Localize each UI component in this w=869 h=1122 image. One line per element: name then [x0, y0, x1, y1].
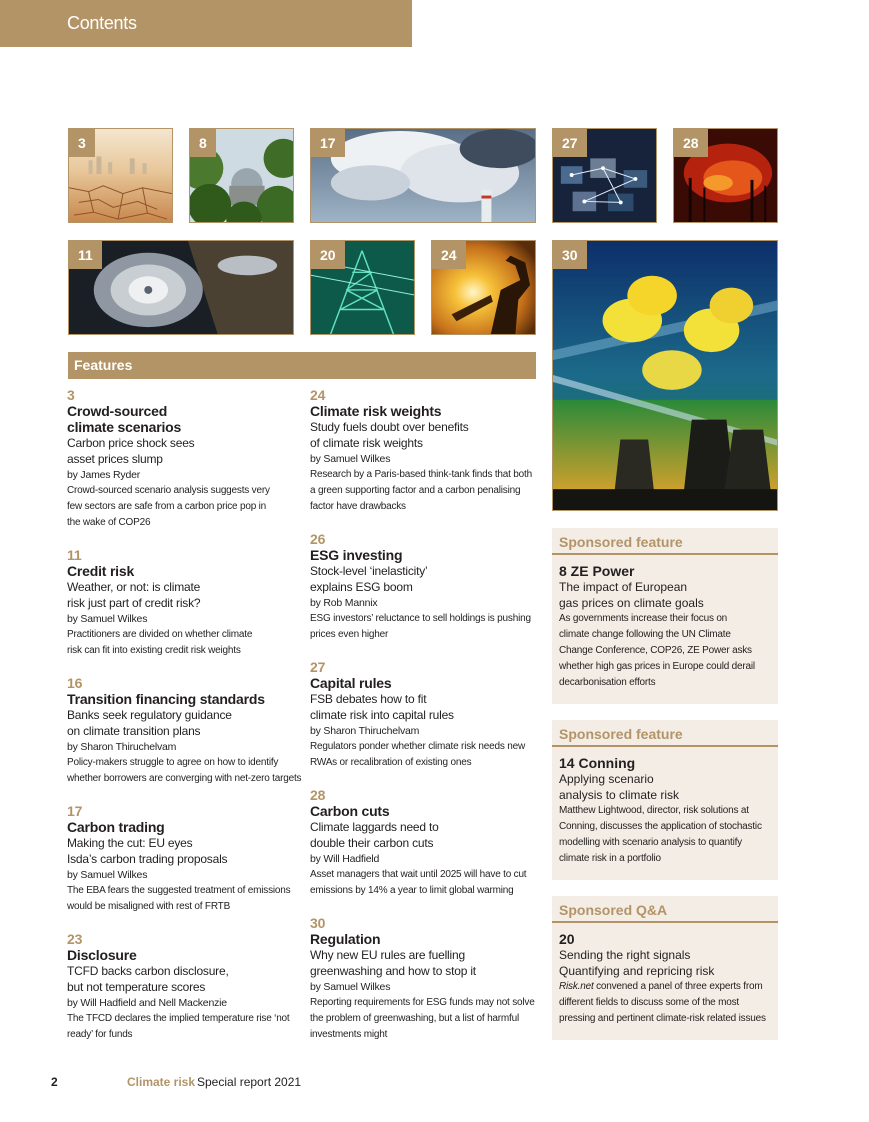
- footer-report: Special report 2021: [197, 1075, 302, 1089]
- thumbnail-17-smokestack[interactable]: [310, 128, 536, 223]
- article-24[interactable]: [310, 387, 545, 515]
- article-page-number: 24: [310, 387, 326, 403]
- sponsored-title[interactable]: 20: [559, 931, 575, 947]
- thumbnail-30-power-plant[interactable]: [552, 240, 778, 511]
- sponsored-label-bar: [552, 720, 778, 747]
- article-page-number: 23: [67, 931, 83, 947]
- article-subtitle: Carbon price shock sees asset prices slump: [67, 436, 195, 466]
- article-subtitle: Why new EU rules are fuelling greenwashing and how to stop it: [310, 948, 476, 978]
- article-byline: by Sharon Thiruchelvam: [310, 725, 420, 737]
- thumbnail-page-number: 27: [553, 129, 587, 157]
- article-subtitle: Banks seek regulatory guidance on climate transition plans: [67, 708, 232, 738]
- article-page-number: 30: [310, 915, 326, 931]
- article-27[interactable]: [310, 659, 545, 771]
- article-30[interactable]: [310, 915, 545, 1043]
- article-title[interactable]: Crowd-sourced climate scenarios: [67, 403, 182, 435]
- article-page-number: 26: [310, 531, 326, 547]
- article-16[interactable]: [67, 675, 307, 787]
- article-title[interactable]: ESG investing: [310, 547, 403, 563]
- article-subtitle: TCFD backs carbon disclosure, but not temperature scores: [67, 964, 229, 994]
- thumbnail-page-number: 30: [553, 241, 587, 269]
- thumbnail-3-cracked-earth[interactable]: [68, 128, 173, 223]
- article-23[interactable]: [67, 931, 302, 1043]
- article-page-number: 17: [67, 803, 83, 819]
- sponsored-feature-ze-power[interactable]: [552, 528, 778, 704]
- contents-header: [0, 0, 412, 47]
- sponsored-feature-conning[interactable]: [552, 720, 778, 880]
- sponsored-description: Matthew Lightwood, director, risk solutions at Conning, discusses the application of stochastic modelling with scenario analysis to quantify climate risk in a portfolio: [559, 805, 762, 864]
- article-3[interactable]: [67, 387, 302, 531]
- article-byline: by Samuel Wilkes: [67, 869, 148, 881]
- features-label: Features: [74, 357, 133, 373]
- article-description: Crowd-sourced scenario analysis suggests very few sectors are safe from a carbon price pop in the wake of COP26: [67, 485, 270, 528]
- sponsored-label-bar: [552, 896, 778, 923]
- thumbnail-page-number: 24: [432, 241, 466, 269]
- sponsored-subtitle: The impact of European gas prices on climate goals: [559, 580, 704, 610]
- thumbnail-20-pylon[interactable]: [310, 240, 415, 335]
- footer-page-number: 2: [51, 1075, 58, 1089]
- article-17[interactable]: [67, 803, 302, 915]
- sponsored-label: Sponsored Q&A: [559, 902, 668, 918]
- article-11[interactable]: [67, 547, 302, 659]
- sponsored-title[interactable]: 8 ZE Power: [559, 563, 635, 579]
- thumbnail-page-number: 11: [69, 241, 102, 269]
- article-description: ESG investors’ reluctance to sell holdings is pushing prices even higher: [310, 613, 531, 640]
- sponsored-description-text: convened a panel of three experts from different fields to discuss some of the most pressing and pertinent climate-risk related issues: [559, 981, 766, 1024]
- sponsored-description: [559, 979, 771, 1027]
- article-title[interactable]: Credit risk: [67, 563, 135, 579]
- smokestack-image: [311, 129, 535, 222]
- article-byline: by Will Hadfield: [310, 853, 380, 865]
- article-subtitle: Climate laggards need to double their carbon cuts: [310, 820, 439, 850]
- article-description: Reporting requirements for ESG funds may not solve the problem of greenwashing, but a list of harmful investments might: [310, 997, 535, 1040]
- article-page-number: 11: [67, 547, 82, 563]
- hurricane-image: [69, 241, 293, 334]
- risk-net-name: Risk.net: [559, 981, 594, 992]
- article-page-number: 3: [67, 387, 75, 403]
- article-subtitle: Making the cut: EU eyes Isda’s carbon trading proposals: [67, 836, 228, 866]
- article-page-number: 27: [310, 659, 326, 675]
- article-byline: by Samuel Wilkes: [310, 981, 391, 993]
- sponsored-label-bar: [552, 528, 778, 555]
- footer-publication: Climate risk: [127, 1075, 196, 1089]
- article-byline: by Samuel Wilkes: [67, 613, 148, 625]
- article-description: Practitioners are divided on whether climate risk can fit into existing credit risk weights: [67, 629, 253, 656]
- article-byline: by Will Hadfield and Nell Mackenzie: [67, 997, 227, 1009]
- article-subtitle: Weather, or not: is climate risk just part of credit risk?: [67, 580, 201, 610]
- article-subtitle: Stock-level ‘inelasticity’ explains ESG boom: [310, 564, 428, 594]
- article-page-number: 28: [310, 787, 326, 803]
- sponsored-label: Sponsored feature: [559, 534, 683, 550]
- article-subtitle: Study fuels doubt over benefits of climate risk weights: [310, 420, 469, 450]
- article-title[interactable]: Carbon cuts: [310, 803, 390, 819]
- article-title[interactable]: Carbon trading: [67, 819, 165, 835]
- article-title[interactable]: Disclosure: [67, 947, 137, 963]
- thumbnail-8-reichstag[interactable]: [189, 128, 294, 223]
- article-title[interactable]: Climate risk weights: [310, 403, 442, 419]
- article-page-number: 16: [67, 675, 83, 691]
- sponsored-label: Sponsored feature: [559, 726, 683, 742]
- sponsored-description: As governments increase their focus on climate change following the UN Climate Change Conference, COP26, ZE Power asks whether high gas prices in Europe could derail decarbonisation efforts: [559, 613, 755, 688]
- thumbnail-page-number: 17: [311, 129, 345, 157]
- power-plant-image: [553, 241, 777, 510]
- article-subtitle: FSB debates how to fit climate risk into capital rules: [310, 692, 454, 722]
- article-description: Research by a Paris-based think-tank finds that both a green supporting factor and a carbon penalising factor have drawbacks: [310, 469, 532, 512]
- article-byline: by Sharon Thiruchelvam: [67, 741, 177, 753]
- sponsored-title[interactable]: 14 Conning: [559, 755, 636, 771]
- thumbnail-page-number: 28: [674, 129, 708, 157]
- thumbnail-27-network[interactable]: [552, 128, 657, 223]
- article-title[interactable]: Transition financing standards: [67, 691, 265, 707]
- article-title[interactable]: Capital rules: [310, 675, 392, 691]
- article-byline: by Rob Mannix: [310, 597, 378, 609]
- thumbnail-page-number: 3: [69, 129, 95, 157]
- page-title: Contents: [67, 13, 137, 33]
- thumbnail-page-number: 8: [190, 129, 216, 157]
- article-title[interactable]: Regulation: [310, 931, 381, 947]
- article-description: The EBA fears the suggested treatment of emissions would be misaligned with rest of FRTB: [67, 885, 291, 912]
- article-byline: by James Ryder: [67, 469, 141, 481]
- thumbnail-11-hurricane[interactable]: [68, 240, 294, 335]
- thumbnail-24-fuel-nozzle[interactable]: [431, 240, 536, 335]
- sponsored-qa[interactable]: [552, 896, 778, 1040]
- article-description: Asset managers that wait until 2025 will have to cut emissions by 14% a year to limit global warming: [310, 869, 527, 896]
- thumbnail-28-wildfire[interactable]: [673, 128, 778, 223]
- thumbnail-page-number: 20: [311, 241, 345, 269]
- article-description: The TFCD declares the implied temperature rise ‘not ready’ for funds: [67, 1013, 290, 1040]
- features-section-header: [68, 352, 536, 379]
- sponsored-subtitle: Applying scenario analysis to climate risk: [559, 772, 680, 802]
- article-26[interactable]: [310, 531, 545, 643]
- article-description: Regulators ponder whether climate risk needs new RWAs or recalibration of existing ones: [310, 741, 525, 768]
- sponsored-subtitle: Sending the right signals Quantifying and repricing risk: [559, 948, 715, 978]
- article-28[interactable]: [310, 787, 545, 899]
- article-description: Policy-makers struggle to agree on how to identify whether borrowers are converging with net-zero targets: [67, 757, 302, 784]
- article-byline: by Samuel Wilkes: [310, 453, 391, 465]
